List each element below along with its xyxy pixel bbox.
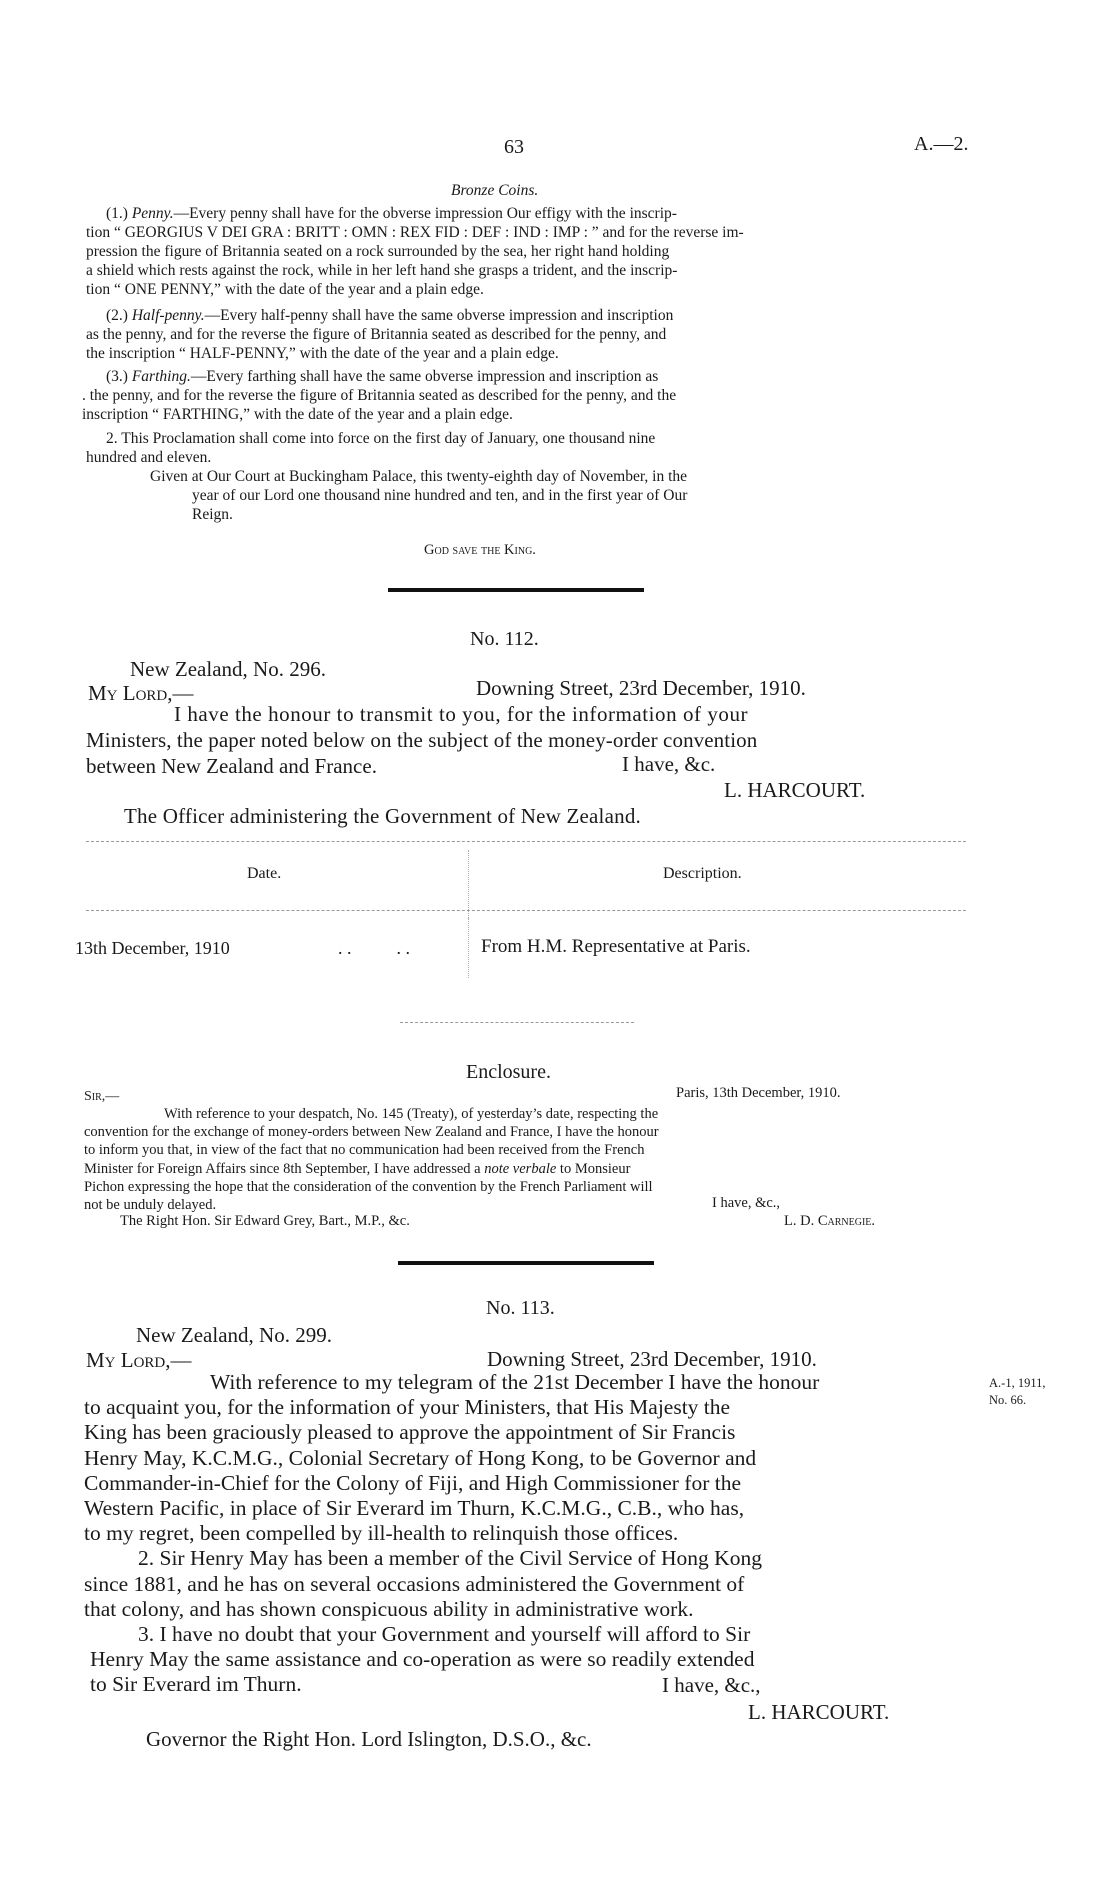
clause-text: tion “ ONE PENNY,” with the date of the year and a plain edge. (86, 281, 484, 298)
place-date: Downing Street, 23rd December, 1910. (476, 676, 806, 700)
enclosure-title: Enclosure. (466, 1061, 551, 1083)
despatch-body-line: Western Pacific, in place of Sir Everard im Thurn, K.C.M.G., C.B., who has, (84, 1496, 745, 1521)
salutation: Sir,— (84, 1089, 120, 1104)
despatch-body-line: King has been graciously pleased to approve the appointment of Sir Francis (84, 1420, 736, 1445)
document-reference: A.—2. (914, 133, 969, 155)
table-column-divider (468, 918, 469, 978)
despatch-body-line: Ministers, the paper noted below on the subject of the money-order convention (86, 728, 758, 752)
section-divider (398, 1261, 654, 1265)
signature: L. HARCOURT. (748, 1700, 890, 1724)
closing: I have, &c. (622, 752, 716, 776)
margin-note: No. 66. (989, 1393, 1027, 1407)
clause-number: (3.) (106, 368, 128, 385)
clause-text: a shield which rests against the rock, while in her left hand she grasps a trident, and the inscrip- (86, 262, 678, 279)
enclosure-line: not be unduly delayed. (84, 1197, 217, 1214)
clause-term: Farthing. (131, 368, 191, 385)
addressee: Governor the Right Hon. Lord Islington, D.S.O., &c. (146, 1727, 592, 1751)
clause-text: pression the figure of Britannia seated on a rock surrounded by the sea, her right hand holding (86, 243, 670, 260)
place-date: Downing Street, 23rd December, 1910. (487, 1347, 817, 1371)
table-cell-leader: . . . . (338, 938, 410, 958)
despatch-body-line: to Sir Everard im Thurn. (90, 1672, 302, 1697)
closing: I have, &c., (662, 1673, 761, 1697)
table-bottom-rule (400, 1022, 634, 1023)
margin-note: A.-1, 1911, (989, 1376, 1046, 1390)
enclosure-line: to Monsieur (559, 1160, 631, 1177)
clause-text: Reign. (192, 506, 233, 523)
clause-text: Given at Our Court at Buckingham Palace, this twenty-eighth day of November, in the (150, 468, 688, 485)
enclosure-line: Minister for Foreign Affairs since 8th September, I have addressed a (84, 1160, 481, 1177)
table-header-rule (86, 910, 966, 911)
signature: L. D. Carnegie. (784, 1213, 876, 1229)
closing: I have, &c., (712, 1195, 781, 1211)
clause-text: inscription “ FARTHING,” with the date of the year and a plain edge. (82, 406, 513, 423)
given-at-court (150, 467, 970, 524)
despatch-body-line: that colony, and has shown conspicuous ability in administrative work. (84, 1596, 694, 1621)
despatch-body-line: Commander-in-Chief for the Colony of Fiji, and High Commissioner for the (84, 1470, 742, 1495)
salutation: My Lord,— (86, 1348, 192, 1372)
clause-term: Penny. (131, 205, 174, 222)
section-divider (388, 588, 644, 592)
despatch-body-line: Henry May, K.C.M.G., Colonial Secretary of Hong Kong, to be Governor and (84, 1445, 757, 1470)
god-save-the-king: God save the King. (424, 542, 536, 558)
despatch-body (84, 1370, 984, 1698)
italic-phrase: note verbale (484, 1160, 557, 1177)
signature: L. HARCOURT. (724, 778, 866, 802)
half-penny-clause (86, 306, 968, 363)
table-header-description: Description. (663, 865, 742, 882)
clause-text: as the penny, and for the reverse the figure of Britannia seated as described for the penny, and (86, 326, 667, 343)
table-top-rule (86, 841, 966, 842)
proclamation-clause (86, 429, 968, 467)
farthing-clause (82, 367, 968, 424)
table-column-divider (468, 850, 469, 922)
nz-reference: New Zealand, No. 296. (130, 657, 326, 681)
despatch-body-line: I have the honour to transmit to you, for the information of your (174, 702, 749, 726)
enclosure-line: With reference to your despatch, No. 145 (Treaty), of yesterday’s date, respecting the (164, 1106, 659, 1122)
despatch-number: No. 112. (470, 628, 539, 650)
clause-text: tion “ GEORGIUS V DEI GRA : BRITT : OMN : REX FID : DEF : IND : IMP : ” and for the reverse im- (86, 224, 744, 241)
clause-text: —Every farthing shall have the same obverse impression and inscription as (190, 368, 659, 385)
despatch-body-line: With reference to my telegram of the 21st December I have the honour (210, 1370, 820, 1394)
enclosure-line: to inform you that, in view of the fact that no communication had been received from the French (84, 1142, 645, 1159)
clause-text: the inscription “ HALF-PENNY,” with the date of the year and a plain edge. (86, 345, 559, 362)
despatch-number: No. 113. (486, 1297, 555, 1319)
clause-text: hundred and eleven. (86, 449, 212, 466)
salutation: My Lord,— (88, 681, 194, 705)
enclosure-line: Pichon expressing the hope that the consideration of the convention by the French Parliament will (84, 1178, 653, 1195)
table-cell-description: From H.M. Representative at Paris. (481, 936, 751, 957)
clause-text: 2. This Proclamation shall come into force on the first day of January, one thousand nine (106, 430, 656, 447)
despatch-body-line: to my regret, been compelled by ill-health to relinquish those offices. (84, 1521, 679, 1546)
clause-number: (1.) (106, 205, 128, 222)
addressee: The Officer administering the Government of New Zealand. (124, 804, 641, 828)
enclosure-body (84, 1105, 972, 1214)
despatch-body-line: 2. Sir Henry May has been a member of the Civil Service of Hong Kong (138, 1546, 762, 1571)
enclosure-line: convention for the exchange of money-orders between New Zealand and France, I have the honour (84, 1124, 659, 1141)
clause-text: —Every half-penny shall have the same obverse impression and inscription (204, 307, 674, 324)
table-cell-date: 13th December, 1910 (75, 938, 230, 958)
section-heading: Bronze Coins. (451, 182, 539, 199)
despatch-body-line: 3. I have no doubt that your Government and yourself will afford to Sir (138, 1622, 751, 1647)
addressee: The Right Hon. Sir Edward Grey, Bart., M.P., &c. (120, 1213, 410, 1229)
nz-reference: New Zealand, No. 299. (136, 1323, 332, 1347)
clause-term: Half-penny. (131, 307, 205, 324)
clause-text: year of our Lord one thousand nine hundred and ten, and in the first year of Our (192, 487, 688, 504)
clause-number: (2.) (106, 307, 128, 324)
page-number: 63 (504, 136, 524, 158)
table-header-date: Date. (247, 865, 282, 882)
despatch-body-line: between New Zealand and France. (86, 754, 377, 778)
clause-text: —Every penny shall have for the obverse impression Our effigy with the inscrip- (173, 205, 677, 222)
despatch-body-line: Henry May the same assistance and co-operation as were so readily extended (90, 1647, 755, 1672)
clause-text: . the penny, and for the reverse the figure of Britannia seated as described for the penny, and the (82, 387, 677, 404)
penny-clause (86, 204, 968, 299)
despatch-body-line: to acquaint you, for the information of your Ministers, that His Majesty the (84, 1395, 731, 1420)
place-date: Paris, 13th December, 1910. (676, 1085, 841, 1101)
despatch-body-line: since 1881, and he has on several occasions administered the Government of (84, 1571, 745, 1596)
